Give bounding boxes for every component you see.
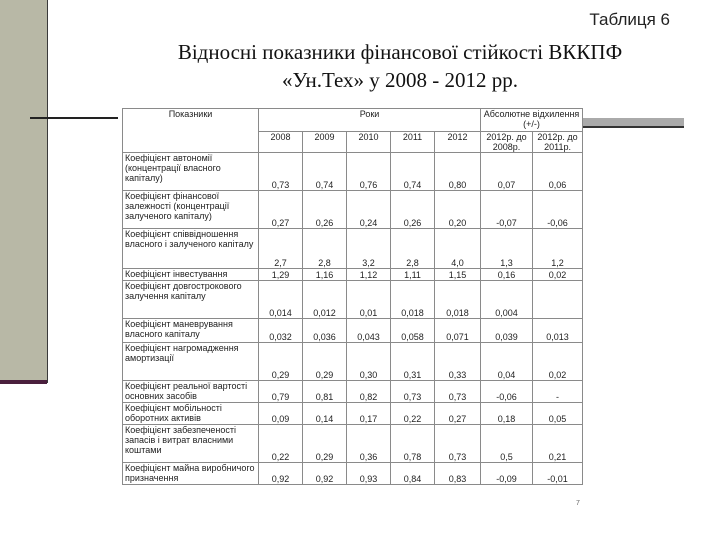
row-label: Коефіцієнт інвестування xyxy=(123,269,259,281)
row-value: 0,014 xyxy=(259,281,303,319)
row-label: Коефіцієнт співвідношення власного і залученого капіталу xyxy=(123,229,259,269)
row-value: 0,071 xyxy=(435,319,481,343)
row-value: 0,74 xyxy=(391,153,435,191)
row-value: 0,01 xyxy=(347,281,391,319)
table-row xyxy=(123,463,583,485)
row-value: 1,2 xyxy=(533,229,583,269)
row-value: 1,11 xyxy=(391,269,435,281)
header-col-4: 2012 xyxy=(435,132,481,153)
row-value: 0,07 xyxy=(481,153,533,191)
row-value: -0,01 xyxy=(533,463,583,485)
row-value: 0,24 xyxy=(347,191,391,229)
table-row xyxy=(123,343,583,381)
row-value: 0,80 xyxy=(435,153,481,191)
row-value: 0,26 xyxy=(303,191,347,229)
row-value: 0,20 xyxy=(435,191,481,229)
header-years: Роки xyxy=(259,109,481,132)
header-indicator: Показники xyxy=(123,109,259,153)
title-rule-left xyxy=(30,117,118,119)
row-value: 0,018 xyxy=(391,281,435,319)
row-value: 0,31 xyxy=(391,343,435,381)
page-mark: 7 xyxy=(576,500,580,507)
row-value: 0,82 xyxy=(347,381,391,403)
row-value: 0,26 xyxy=(391,191,435,229)
row-value: 0,058 xyxy=(391,319,435,343)
row-value: 3,2 xyxy=(347,229,391,269)
row-label: Коефіцієнт реальної вартості основних засобів xyxy=(123,381,259,403)
row-value: 0,84 xyxy=(391,463,435,485)
left-accent-bar xyxy=(0,380,47,384)
row-value: 0,04 xyxy=(481,343,533,381)
row-value: 0,17 xyxy=(347,403,391,425)
table-row xyxy=(123,425,583,463)
row-value: 0,14 xyxy=(303,403,347,425)
row-value: -0,06 xyxy=(481,381,533,403)
slide-title xyxy=(80,38,720,94)
table-row xyxy=(123,281,583,319)
title-rule-right-line xyxy=(582,126,684,128)
table-row xyxy=(123,319,583,343)
table-row xyxy=(123,229,583,269)
row-value: 0,05 xyxy=(533,403,583,425)
table-row xyxy=(123,269,583,281)
row-value: 0,5 xyxy=(481,425,533,463)
row-value: 0,30 xyxy=(347,343,391,381)
row-value: 0,79 xyxy=(259,381,303,403)
row-value: 0,73 xyxy=(391,381,435,403)
row-value: 2,7 xyxy=(259,229,303,269)
row-value: -0,06 xyxy=(533,191,583,229)
header-col-6: 2012р. до 2011р. xyxy=(533,132,583,153)
row-value: 0,032 xyxy=(259,319,303,343)
row-value: 0,18 xyxy=(481,403,533,425)
table-body xyxy=(123,153,583,485)
row-label: Коефіцієнт забезпеченості запасів і витрат власними коштами xyxy=(123,425,259,463)
row-value: 2,8 xyxy=(391,229,435,269)
row-label: Коефіцієнт автономії (концентрації власного капіталу) xyxy=(123,153,259,191)
row-value: 0,043 xyxy=(347,319,391,343)
table-row xyxy=(123,191,583,229)
row-value: 0,039 xyxy=(481,319,533,343)
row-value: 4,0 xyxy=(435,229,481,269)
title-line-2: «Ун.Тех» у 2008 - 2012 рр. xyxy=(281,68,519,92)
row-value: 0,93 xyxy=(347,463,391,485)
row-value: 1,3 xyxy=(481,229,533,269)
row-value: 0,29 xyxy=(303,343,347,381)
header-col-2: 2010 xyxy=(347,132,391,153)
row-value: 0,73 xyxy=(435,425,481,463)
row-value: 0,29 xyxy=(259,343,303,381)
left-divider xyxy=(47,0,48,383)
title-line-1: Відносні показники фінансової стійкості ВККПФ xyxy=(177,40,623,64)
row-value: 0,73 xyxy=(259,153,303,191)
row-value: 0,036 xyxy=(303,319,347,343)
row-label: Коефіцієнт маневрування власного капіталу xyxy=(123,319,259,343)
indicators-table xyxy=(122,108,583,485)
row-value: 0,27 xyxy=(259,191,303,229)
row-label: Коефіцієнт нагромадження амортизації xyxy=(123,343,259,381)
row-value: 1,12 xyxy=(347,269,391,281)
row-label: Коефіцієнт майна виробничого призначення xyxy=(123,463,259,485)
row-value: 1,16 xyxy=(303,269,347,281)
row-value: -0,07 xyxy=(481,191,533,229)
table-row xyxy=(123,403,583,425)
row-value: 0,74 xyxy=(303,153,347,191)
row-value: 0,22 xyxy=(259,425,303,463)
row-value: 0,06 xyxy=(533,153,583,191)
row-label: Коефіцієнт фінансової залежності (концентрації залученого капіталу) xyxy=(123,191,259,229)
table-row xyxy=(123,381,583,403)
header-col-0: 2008 xyxy=(259,132,303,153)
row-value: 2,8 xyxy=(303,229,347,269)
table-number: Таблиця 6 xyxy=(589,10,670,29)
row-value: 0,27 xyxy=(435,403,481,425)
row-value: 0,012 xyxy=(303,281,347,319)
row-value: 0,004 xyxy=(481,281,533,319)
row-value: 0,21 xyxy=(533,425,583,463)
row-label: Коефіцієнт мобільності оборотних активів xyxy=(123,403,259,425)
row-value: 0,78 xyxy=(391,425,435,463)
row-value: 0,36 xyxy=(347,425,391,463)
row-value: 0,16 xyxy=(481,269,533,281)
row-value: 0,02 xyxy=(533,343,583,381)
row-value: 0,33 xyxy=(435,343,481,381)
header-deviation: Абсолютне відхилення (+/-) xyxy=(481,109,583,132)
row-value: - xyxy=(533,381,583,403)
row-value: 0,81 xyxy=(303,381,347,403)
row-value: 1,29 xyxy=(259,269,303,281)
row-value: 0,013 xyxy=(533,319,583,343)
row-value xyxy=(533,281,583,319)
row-label: Коефіцієнт довгострокового залучення капіталу xyxy=(123,281,259,319)
row-value: 0,83 xyxy=(435,463,481,485)
left-decor-bar xyxy=(0,0,47,383)
row-value: 0,29 xyxy=(303,425,347,463)
row-value: 0,92 xyxy=(259,463,303,485)
row-value: 1,15 xyxy=(435,269,481,281)
row-value: 0,22 xyxy=(391,403,435,425)
row-value: 0,92 xyxy=(303,463,347,485)
table-row xyxy=(123,153,583,191)
header-col-5: 2012р. до 2008р. xyxy=(481,132,533,153)
row-value: 0,02 xyxy=(533,269,583,281)
row-value: 0,76 xyxy=(347,153,391,191)
row-value: 0,73 xyxy=(435,381,481,403)
header-col-1: 2009 xyxy=(303,132,347,153)
table-image xyxy=(122,108,582,506)
header-col-3: 2011 xyxy=(391,132,435,153)
row-value: 0,018 xyxy=(435,281,481,319)
row-value: -0,09 xyxy=(481,463,533,485)
row-value: 0,09 xyxy=(259,403,303,425)
